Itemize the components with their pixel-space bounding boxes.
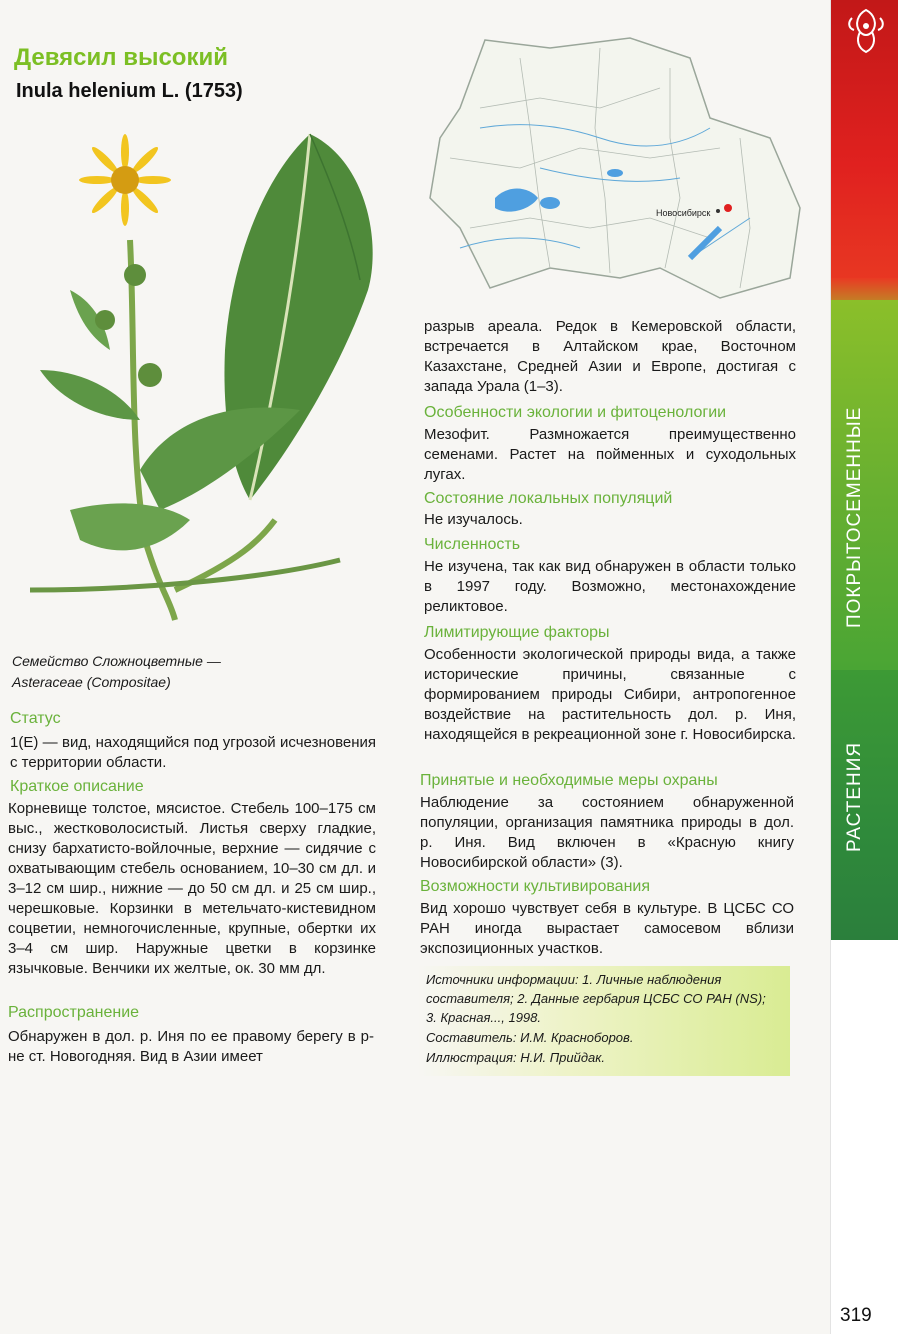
distribution-continued-text: разрыв ареала. Редок в Кемеровской области, встречается в Алтайском крае, Восточном Казахстане, Средней Азии и Европе, достигая с запада Урала (1–3). bbox=[424, 318, 796, 395]
sources-box bbox=[418, 966, 790, 1076]
protection-heading: Принятые и необходимые меры охраны bbox=[420, 772, 718, 789]
limiting-factors-text: Особенности экологической природы вида, а также исторические причины, связанные с формированием природы Сибири, антропогенное воздействие на растительность дол. р. Иня, находящейся в рекреационной зоне г. Новосибирска. bbox=[424, 646, 796, 743]
family-line-2: Asteraceae (Compositae) bbox=[12, 674, 171, 690]
species-latin-name: Inula helenium L. (1753) bbox=[16, 80, 243, 102]
sources-line-3: 3. Красная..., 1998. bbox=[426, 1010, 541, 1025]
description-text: Корневище толстое, мясистое. Стебель 100–175 см выс., жестковолосистый. Листья сверху гладкие, снизу бархатисто-войлочные, верхние — сидячие с охватывающим стебель основанием, 10–30 см дл. и 3–12 см шир., нижние — до 50 см дл. и 25 см шир., черешковые. Корзинки в метельчато-кистевидном соцветии, немногочисленные, крупные, обертки их 3–4 см шир. Наружные цветки в корзинке язычковые. Венчики их желтые, ок. 30 мм дл. bbox=[8, 800, 376, 977]
abundance-heading: Численность bbox=[424, 536, 521, 553]
status-text: 1(Е) — вид, находящийся под угрозой исчезновения с территории области. bbox=[10, 734, 376, 771]
species-title: Девясил высокий bbox=[14, 44, 228, 71]
distribution-text: Обнаружен в дол. р. Иня по ее правому берегу в р-не ст. Новогодняя. Вид в Азии имеет bbox=[8, 1028, 374, 1065]
populations-heading: Состояние локальных популяций bbox=[424, 490, 673, 507]
compiler-line: Составитель: И.М. Красноборов. bbox=[426, 1030, 634, 1045]
tab-label-plants: РАСТЕНИЯ bbox=[844, 741, 865, 852]
cultivation-text: Вид хорошо чувствует себя в культуре. В ЦСБС СО РАН иногда вырастает самосевом вблизи экспозиционных участков. bbox=[420, 900, 794, 957]
ecology-text: Мезофит. Размножается преимущественно семенами. Растет на пойменных и суходольных лугах. bbox=[424, 426, 796, 483]
page-number: 319 bbox=[840, 1305, 872, 1326]
family-line-1: Семейство Сложноцветные — bbox=[12, 653, 221, 669]
abundance-text: Не изучена, так как вид обнаружен в области только в 1997 году. Возможно, местонахождение реликтовое. bbox=[424, 558, 796, 615]
family-caption bbox=[12, 651, 272, 693]
orchid-logo-icon bbox=[838, 4, 894, 58]
distribution-map bbox=[420, 28, 820, 318]
protection-text: Наблюдение за состоянием обнаруженной популяции, организация памятника природы в дол. р. Иня. Вид включен в «Красную книгу Новосибирской области» (3). bbox=[420, 794, 794, 871]
distribution-heading: Распространение bbox=[8, 1004, 140, 1021]
sources-line-1: Источники информации: 1. Личные наблюдения bbox=[426, 972, 722, 987]
description-heading: Краткое описание bbox=[10, 778, 144, 795]
status-heading: Статус bbox=[10, 710, 61, 727]
map-city-label: Новосибирск bbox=[656, 208, 711, 218]
tab-label-angiosperms: ПОКРЫТОСЕМЕННЫЕ bbox=[844, 406, 865, 628]
limiting-factors-heading: Лимитирующие факторы bbox=[424, 624, 610, 641]
ecology-heading: Особенности экологии и фитоценологии bbox=[424, 404, 727, 421]
plant-illustration bbox=[10, 120, 430, 640]
cultivation-heading: Возможности культивирования bbox=[420, 878, 650, 895]
section-tab-band bbox=[830, 0, 898, 1334]
illustrator-line: Иллюстрация: Н.И. Прийдак. bbox=[426, 1050, 606, 1065]
populations-text: Не изучалось. bbox=[424, 511, 523, 528]
sources-line-2: составителя; 2. Данные гербария ЦСБС СО РАН (NS); bbox=[426, 991, 766, 1006]
